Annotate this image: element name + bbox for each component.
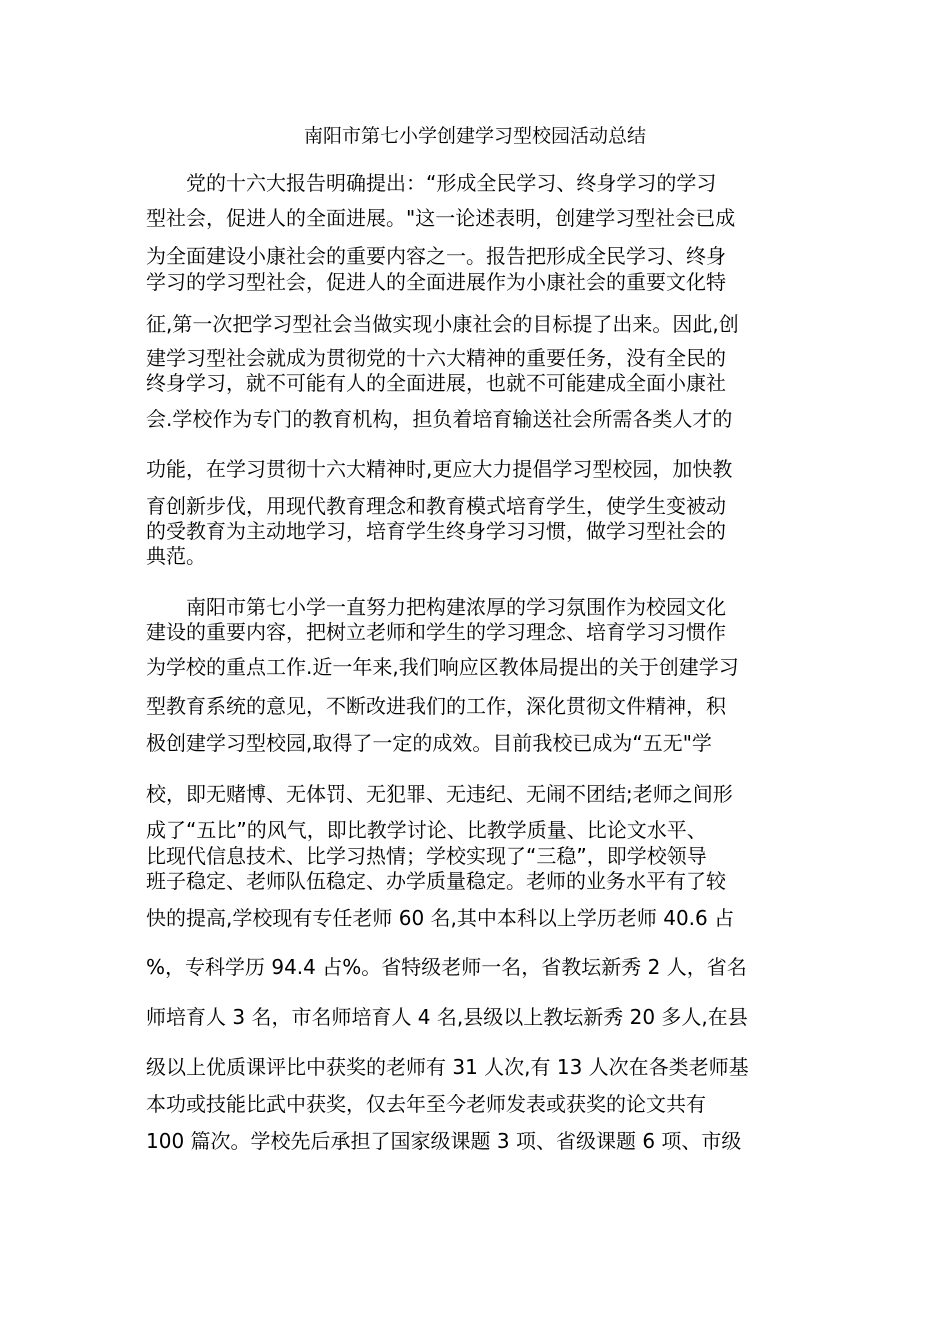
paragraph-line: 师培育人 3 名，市名师培育人 4 名,县级以上教坛新秀 20 多人,在县 — [146, 1005, 748, 1029]
paragraph-line: 极创建学习型校园,取得了一定的成效。目前我校已成为“五无"学 — [146, 731, 712, 755]
paragraph-line: 学习的学习型社会，促进人的全面进展作为小康社会的重要文化特 — [146, 270, 726, 294]
paragraph-line: 比现代信息技术、比学习热情；学校实现了“三稳”，即学校领导 — [146, 844, 707, 868]
paragraph-line: 100 篇次。学校先后承担了国家级课题 3 项、省级课题 6 项、市级 — [146, 1129, 742, 1153]
paragraph-line: 校，即无赌博、无体罚、无犯罪、无违纪、无闹不团结;老师之间形 — [146, 782, 733, 806]
paragraph-line: 为全面建设小康社会的重要内容之一。报告把形成全民学习、终身 — [146, 244, 726, 268]
paragraph-line: 本功或技能比武中获奖，仅去年至今老师发表或获奖的论文共有 — [146, 1092, 706, 1116]
paragraph-line: 建设的重要内容，把树立老师和学生的学习理念、培育学习习惯作 — [146, 620, 726, 644]
paragraph-line: 建学习型社会就成为贯彻党的十六大精神的重要任务，没有全民的 — [146, 346, 726, 370]
paragraph-line: 功能，在学习贯彻十六大精神时,更应大力提倡学习型校园，加快教 — [146, 457, 733, 481]
paragraph-line: 育创新步伐，用现代教育理念和教育模式培育学生，使学生变被动 — [146, 494, 726, 518]
paragraph-line: 型社会，促进人的全面进展。"这一论述表明，创建学习型社会已成 — [146, 206, 736, 230]
paragraph-line: 征,第一次把学习型社会当做实现小康社会的目标提了出来。因此,创 — [146, 312, 739, 336]
paragraph-line: 为学校的重点工作.近一年来,我们响应区教体局提出的关于创建学习 — [146, 655, 739, 679]
paragraph-line: 党的十六大报告明确提出：“形成全民学习、终身学习的学习 — [146, 171, 717, 195]
paragraph-line: 的受教育为主动地学习，培育学生终身学习习惯，做学习型社会的 — [146, 519, 726, 543]
paragraph-line: 快的提高,学校现有专任老师 60 名,其中本科以上学历老师 40.6 占 — [146, 906, 735, 930]
paragraph-line: 型教育系统的意见，不断改进我们的工作，深化贯彻文件精神，积 — [146, 694, 726, 718]
paragraph-line: 典范。 — [146, 544, 206, 568]
paragraph-line: 终身学习，就不可能有人的全面进展，也就不可能建成全面小康社 — [146, 371, 726, 395]
paragraph-line: 班子稳定、老师队伍稳定、办学质量稳定。老师的业务水平有了较 — [146, 869, 726, 893]
paragraph-line: 成了“五比”的风气，即比教学讨论、比教学质量、比论文水平、 — [146, 818, 707, 842]
paragraph-line: 会.学校作为专门的教育机构，担负着培育输送社会所需各类人才的 — [146, 407, 733, 431]
paragraph-line: 级以上优质课评比中获奖的老师有 31 人次,有 13 人次在各类老师基 — [146, 1055, 749, 1079]
paragraph-line: %，专科学历 94.4 占%。省特级老师一名，省教坛新秀 2 人，省名 — [146, 955, 747, 979]
document-title: 南阳市第七小学创建学习型校园活动总结 — [303, 125, 646, 147]
paragraph-line: 南阳市第七小学一直努力把构建浓厚的学习氛围作为校园文化 — [146, 595, 726, 619]
